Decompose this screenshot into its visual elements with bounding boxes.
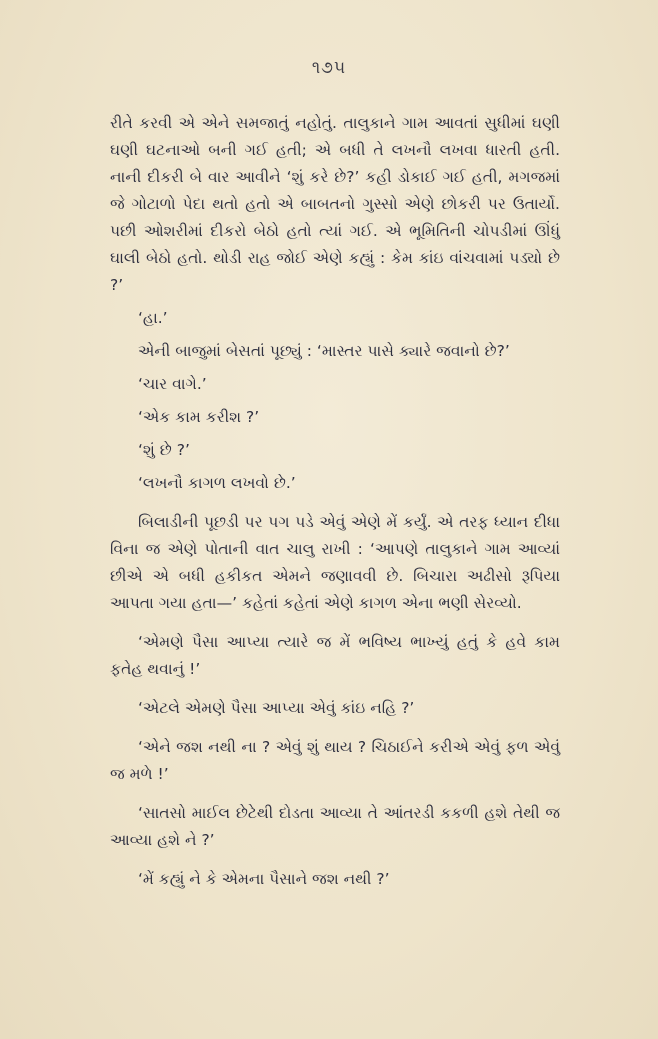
paragraph: ‘મેં કહ્યું ને કે એમના પૈસાને જશ નથી ?’ (138, 870, 390, 888)
paragraph: રીતે કરવી એ એને સમજાતું નહોતું. તાલુકાને ગામ આવતાં સુધીમાં ઘણી ઘણી ઘટનાઓ બની ગઈ હતી; એ બધી તે લખનૌ લખવા ધારતી હતી. નાની દીકરી બે વાર આવીને ‘શું કરે છે?’ કહી ડોકાઈ ગઈ હતી, મગજમાં જે ગોટાળો પેદા થતો હતો એ બાબતનો ગુસ્સો એણે છોકરી પર ઉતાર્યો. પછી ઓશરીમાં દીકરો બેઠો હતો ત્યાં ગઈ. એ ભૂમિતિની ચોપડીમાં ઊંધું ઘાલી બેઠો હતો. થોડી રાહ જોઈ એણે કહ્યું : કેમ કાંઇ વાંચવામાં પડ્યો છે ?’ (110, 114, 560, 294)
paragraph: ‘સાતસો માઈલ છેટેથી દોડતા આવ્યા તે આંતરડી કકળી હશે તેથી જ આવ્યા હશે ને ?’ (110, 804, 560, 849)
paragraph: ‘એમણે પૈસા આપ્યા ત્યારે જ મેં ભવિષ્ય ભાખ્યું હતું કે હવે કામ ફતેહ થવાનું !’ (110, 633, 560, 678)
paragraph: ‘એને જશ નથી ના ? એવું શું થાય ? ચિઠાઈને કરીએ એવું ફળ એવું જ મળે !’ (110, 738, 560, 783)
dialogue-line: ‘લખનૌ કાગળ લખવો છે.’ (138, 474, 296, 492)
dialogue-line: એની બાજુમાં બેસતાં પૂછ્યું : ‘માસ્તર પાસે ક્યારે જવાનો છે?’ (138, 342, 510, 360)
page-number: ૧૭૫ (311, 58, 347, 78)
dialogue-line: ‘એક કામ કરીશ ?’ (138, 408, 260, 426)
paragraph: ‘એટલે એમણે પૈસા આપ્યા એવું કાંઇ નહિ ?’ (138, 699, 415, 717)
paragraph: બિલાડીની પૂછડી પર પગ પડે એવું એણે મેં કર્યું. એ તરફ ધ્યાન દીધા વિના જ એણે પોતાની વાત ચાલુ રાખી : ‘આપણે તાલુકાને ગામ આવ્યાં છીએ એ બધી હકીકત એમને જણાવવી છે. બિચારા અઢીસો રૂપિયા આપતા ગયા હતા—’ કહેતાં કહેતાં એણે કાગળ એના ભણી સેરવ્યો. (110, 513, 560, 612)
dialogue-line: ‘હા.’ (138, 309, 168, 327)
dialogue-line: ‘શું છે ?’ (138, 441, 190, 459)
body-text (110, 110, 560, 893)
dialogue-line: ‘ચાર વાગે.’ (138, 375, 207, 393)
